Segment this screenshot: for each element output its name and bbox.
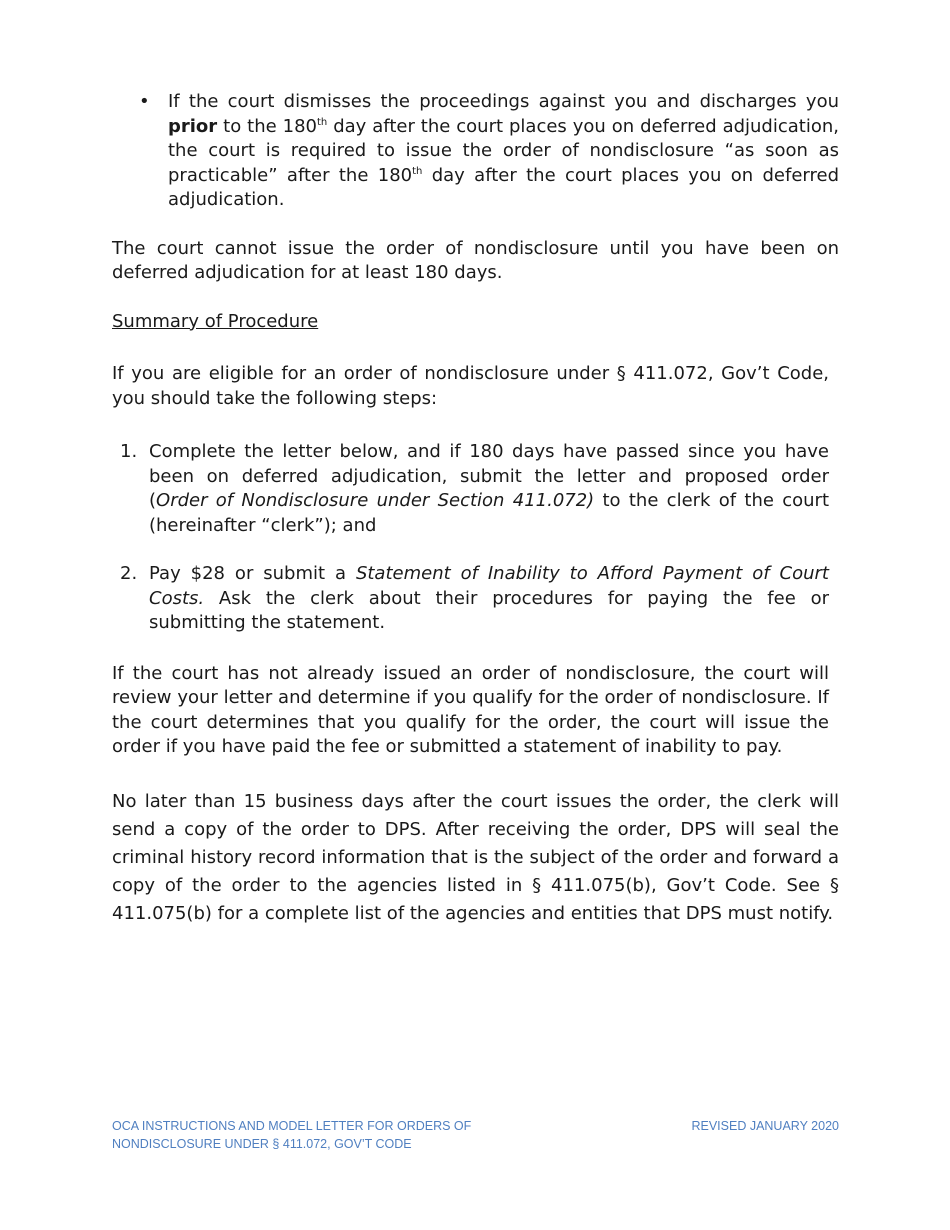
paragraph-eligibility: If you are eligible for an order of nondisclosure under § 411.072, Gov’t Code, you should take the following steps: [112, 363, 829, 409]
bullet-text: If the court dismisses the proceedings against you and discharges you prior to the 180th day after the court places you on deferred adjudication, the court is required to issue the order of nondisclosure “as soon as practicable” after the 180th day after the court places you on deferred adjudication. [168, 91, 839, 210]
section-heading-summary: Summary of Procedure [112, 310, 319, 332]
step-text: Pay $28 or submit a Statement of Inability to Afford Payment of Court Costs. Ask the clerk about their procedures for paying the fee or submitting the statement. [149, 563, 829, 633]
footer-revision-date: REVISED JANUARY 2020 [691, 1119, 839, 1133]
footer-title-line-1: OCA INSTRUCTIONS AND MODEL LETTER FOR ORDERS OF [112, 1119, 472, 1133]
step-text: Complete the letter below, and if 180 days have passed since you have been on deferred adjudication, submit the letter and proposed order (Order of Nondisclosure under Section 411.072) to the clerk of the court (hereinafter “clerk”); and [149, 441, 829, 536]
bullet-item [112, 90, 839, 213]
step-number: 1. [120, 441, 138, 462]
bold-prior: prior [168, 115, 218, 137]
paragraph-court-review: If the court has not already issued an order of nondisclosure, the court will review your letter and determine if you qualify for the order of nondisclosure. If the court determines that you qualify for the order, the court will issue the order if you have paid the fee or submitted a statement of inability to pay. [112, 662, 829, 757]
bullet-marker: • [139, 91, 150, 112]
footer-document-title [112, 1118, 471, 1153]
numbered-step-2 [112, 562, 829, 636]
footer-title-line-2: NONDISCLOSURE UNDER § 411.072, GOV’T CODE [112, 1136, 412, 1151]
paragraph-dps-notice: No later than 15 business days after the court issues the order, the clerk will send a copy of the order to DPS. After receiving the order, DPS will seal the criminal history record information that is the subject of the order and forward a copy of the order to the agencies listed in § 411.075(b), Gov’t Code. See § 411.075(b) for a complete list of the agencies and entities that DPS must notify. [112, 790, 839, 924]
paragraph-waiting-period: The court cannot issue the order of nondisclosure until you have been on deferred adjudication for at least 180 days. [112, 237, 839, 283]
step-italic-title: Order of Nondisclosure under Section 411.072) [156, 490, 595, 511]
step-italic-title: Statement of Inability to Afford Payment of Court Costs. [149, 563, 829, 609]
step-number: 2. [120, 563, 138, 584]
numbered-step-1 [112, 440, 829, 538]
document-body [112, 90, 839, 928]
